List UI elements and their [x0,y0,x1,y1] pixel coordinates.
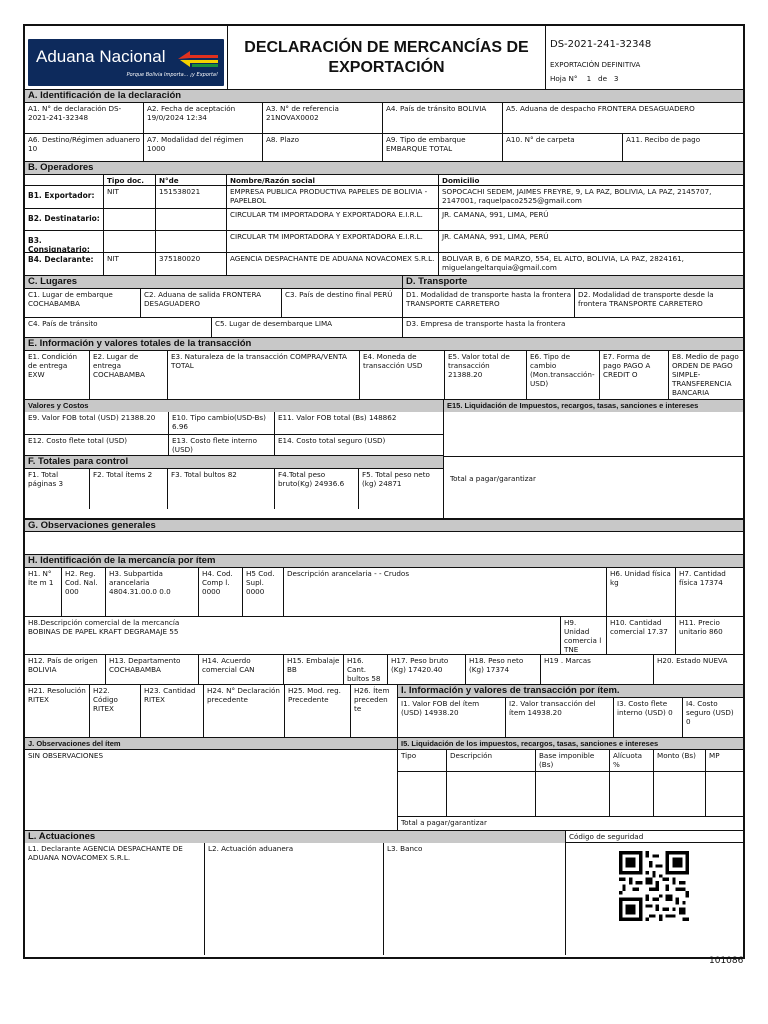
section-e-values-block [25,412,743,519]
operator-tipo: NIT [104,253,156,275]
field-e1: E1. Condición de entrega EXW [25,351,90,399]
section-d-title: D. Transporte [403,276,743,288]
field-i4: I4. Costo seguro (USD) 0 [686,699,734,726]
section-cd-row1 [25,289,743,318]
declaration-form [23,24,745,959]
operator-domicilio: JR. CAMANA, 991, LIMA, PERÚ [442,232,549,241]
field-h25: H25. Mod. reg. Precedente [285,685,351,737]
section-e-row1 [25,351,743,400]
qr-cell [566,843,743,955]
i5-cell [536,772,610,816]
section-cd-titles [25,276,743,289]
operator-row-b2 [25,209,743,231]
e15-area [444,412,743,518]
section-h-row3 [25,655,743,685]
field-h24: H24. N° Declaración precedente [204,685,285,737]
section-c-title: C. Lugares [25,276,403,288]
section-f-row [25,469,443,509]
field-a4: A4. País de tránsito BOLIVIA [383,103,503,133]
operator-nombre: CIRCULAR TM IMPORTADORA Y EXPORTADORA E.I.R.L. [227,231,439,252]
field-a8: A8. Plazo [263,134,383,161]
logo-text: Aduana Nacional [36,47,166,66]
field-h21: H21. Resolución RITEX [25,685,90,737]
field-l3: L3. Banco [384,843,566,955]
field-h9: H9. Unidad comercia l TNE [561,617,607,654]
operator-label: B2. Destinatario: [25,209,104,230]
field-h1: H1. N° Íte m 1 [25,568,62,616]
i5-header-desc: Descripción [447,750,536,771]
aduana-logo [28,39,224,86]
field-e4: E4. Moneda de transacción USD [360,351,445,399]
field-a3: A3. N° de referencia 21NOVAX0002 [263,103,383,133]
section-j-i5 [25,738,743,831]
field-h10: H10. Cantidad comercial 17.37 [607,617,676,654]
field-c1: C1. Lugar de embarque COCHABAMBA [25,289,141,317]
i5-cell [610,772,654,816]
field-a1: A1. N° de declaración DS-2021-241-32348 [25,103,144,133]
field-h16: H16. Cant. bultos 58 [344,655,388,684]
field-c3: C3. País de destino final PERÚ [282,289,403,317]
field-f1: F1. Total páginas 3 [25,469,90,509]
title-cell [228,26,546,89]
field-h19: H19 . Marcas [541,655,654,684]
doc-info-cell [546,26,743,89]
field-e9: E9. Valor FOB total (USD) 21388.20 [25,412,169,434]
logo-tagline: Porque Bolivia Importa... ¡y Exporta! [126,72,218,78]
sheet-of: de [598,74,608,83]
section-l-body [25,843,743,955]
operator-row-b3 [25,231,743,253]
field-f4: F4.Total peso bruto(Kg) 24936.6 [275,469,359,509]
field-h23: H23. Cantidad RITEX [141,685,204,737]
section-h-row1 [25,568,743,617]
field-e8: E8. Medio de pago ORDEN DE PAGO SIMPLE-TRANSFERENCIA BANCARIA [672,352,739,397]
e15-grid-line [444,456,743,457]
field-a9: A9. Tipo de embarque EMBARQUE TOTAL [383,134,503,161]
field-l1: L1. Declarante AGENCIA DESPACHANTE DE ADUANA NOVACOMEX S.R.L. [25,843,205,955]
operator-tipo [104,209,156,230]
field-h5: H5 Cod. Supl. 0000 [243,568,284,616]
field-c2: C2. Aduana de salida FRONTERA DESAGUADERO [141,289,282,317]
operator-domicilio: JR. CAMANA, 991, LIMA, PERÚ [442,210,549,219]
i5-header-base: Base imponible (Bs) [536,750,610,771]
section-e-subtitles [25,400,743,412]
field-l2: L2. Actuación aduanera [205,843,384,955]
field-a2: A2. Fecha de aceptación 19/0/2024 12:34 [144,103,263,133]
field-h7: H7. Cantidad física 17374 [679,569,726,587]
section-g-title: G. Observaciones generales [25,519,743,532]
i5-header-row [398,750,743,772]
i5-cell [706,772,743,816]
field-i1: I1. Valor FOB del ítem (USD) 14938.20 [398,698,506,737]
operator-label: B1. Exportador: [25,186,104,208]
section-l-title: L. Actuaciones [25,831,566,843]
section-f-title: F. Totales para control [25,456,443,469]
sheet-num: 1 [586,74,592,83]
operator-label: B3. Consignatario: [25,231,104,252]
i5-header-monto: Monto (Bs) [654,750,706,771]
form-header [25,26,743,90]
operators-header-nombre: Nombre/Razón social [227,175,439,185]
field-d3: D3. Empresa de transporte hasta la frontera [406,319,566,328]
operator-num: 375180020 [156,253,227,275]
field-e13: E13. Costo flete interno (USD) [169,435,275,455]
field-h26: H26. Ítem preceden te [351,685,398,737]
field-c5: C5. Lugar de desembarque LIMA [212,318,403,337]
field-h8: H8.Descripción comercial de la mercancía BOBINAS DE PAPEL KRAFT DEGRAMAJE 55 [25,617,561,654]
observations-general [25,532,743,554]
doc-number: DS-2021-241-32348 [550,39,652,50]
values-row1 [25,412,443,435]
field-a10: A10. N° de carpeta [503,134,623,161]
section-a-row1 [25,103,743,134]
field-e11: E11. Valor FOB total (Bs) 148862 [278,413,397,422]
field-h6: H6. Unidad física kg [607,568,676,616]
field-h3: H3. Subpartida arancelaria 4804.31.00.0 0.0 [106,568,199,616]
section-b-title: B. Operadores [25,162,743,175]
operators-header-blank [25,175,104,185]
section-j-title: J. Observaciones del ítem [25,738,397,750]
section-hi-block [25,685,743,738]
i5-header-alicuota: Alícuota % [610,750,654,771]
section-i-title: I. Información y valores de transacción por ítem. [398,685,743,698]
section-h-title: H. Identificación de la mercancía por ítem [25,555,743,568]
field-h20: H20. Estado NUEVA [657,656,728,665]
f-total-pagar: Total a pagar/garantizar [450,474,536,483]
i5-total-pagar: Total a pagar/garantizar [401,818,487,827]
operator-nombre: AGENCIA DESPACHANTE DE ADUANA NOVACOMEX S.R.L. [227,253,439,275]
section-a-row2 [25,134,743,162]
section-i5-block [398,738,743,830]
field-h2: H2. Reg. Cod. Nal. 000 [62,568,106,616]
field-e7: E7. Forma de pago PAGO A CREDIT O [600,351,669,399]
form-title: DECLARACIÓN DE MERCANCÍAS DE EXPORTACIÓN [244,38,529,76]
field-i3: I3. Costo flete interno (USD) 0 [614,698,683,737]
footer-code: 101086 [709,956,744,966]
operator-tipo [104,231,156,252]
field-h17: H17. Peso bruto (Kg) 17420.40 [388,655,466,684]
operators-header-num: N°de [156,175,227,185]
doc-type: EXPORTACIÓN DEFINITIVA [550,61,641,69]
section-a-title: A. Identificación de la declaración [25,90,743,103]
operator-label: B4. Declarante: [25,253,104,275]
sheet-total: 3 [613,74,619,83]
operator-domicilio: SOPOCACHI SEDEM, JAIMES FREYRE, 9, LA PAZ, BOLIVIA, LA PAZ, 2145707, 2147001, raquelpaco2525@gmail.com [442,187,712,205]
flag-arrow-icon [178,49,220,69]
security-label: Código de seguridad [569,832,644,841]
field-f2: F2. Total ítems 2 [90,469,168,509]
section-g-body [25,532,743,555]
field-h13: H13. Departamento COCHABAMBA [106,655,199,684]
field-h11: H11. Precio unitario 860 [679,618,723,636]
field-h18: H18. Peso neto (Kg) 17374 [466,655,541,684]
values-row2 [25,435,443,456]
logo-cell [25,26,228,89]
section-h-row2 [25,617,743,655]
operator-nombre: CIRCULAR TM IMPORTADORA Y EXPORTADORA E.I.R.L. [227,209,439,230]
field-e12: E12. Costo flete total (USD) [25,435,169,455]
field-e14: E14. Costo total seguro (USD) [278,436,386,445]
field-e6: E6. Tipo de cambio (Mon.transacción- USD) [527,351,600,399]
field-desc-aran: Descripción arancelaria - - Crudos [284,568,607,616]
values-costs-title: Valores y Costos [25,400,444,412]
field-h4: H4. Cod. Comp l. 0000 [199,568,243,616]
i5-cell [447,772,536,816]
i5-cell [398,772,447,816]
e15-title: E15. Liquidación de Impuestos, recargos, tasas, sanciones e intereses [444,400,743,412]
field-e2: E2. Lugar de entrega COCHABAMBA [90,351,168,399]
section-j-block [25,738,398,830]
field-e5: E5. Valor total de transacción 21388.20 [445,351,527,399]
operators-header-domicilio: Domicilio [442,176,480,185]
field-h22: H22. Código RITEX [90,685,141,737]
section-i-block [398,685,743,737]
field-i2: I2. Valor transacción del ítem 14938.20 [506,698,614,737]
i5-cell [654,772,706,816]
section-i-row [398,698,743,737]
field-a7: A7. Modalidad del régimen 1000 [144,134,263,161]
operator-tipo: NIT [104,186,156,208]
field-a5: A5. Aduana de despacho FRONTERA DESAGUADERO [506,104,695,113]
j-observations: SIN OBSERVACIONES [28,751,104,760]
field-h15: H15. Embalaje BB [284,655,344,684]
operator-nombre: EMPRESA PUBLICA PRODUCTIVA PAPELES DE BOLIVIA - PAPELBOL [227,186,439,208]
operator-row-b1 [25,186,743,209]
field-f5: F5. Total peso neto (kg) 24871 [362,470,430,488]
field-d2: D2. Modalidad de transporte desde la frontera TRANSPORTE CARRETERO [578,290,714,308]
sheet-label: Hoja N° [550,74,578,83]
operator-domicilio: BOLIVAR B, 6 DE MARZO, 554, EL ALTO, BOLIVIA, LA PAZ, 2824161, miguelangeltarquia@gmail.com [442,254,684,272]
operator-num: 151538021 [156,186,227,208]
section-cd-row2 [25,318,743,338]
field-d1: D1. Modalidad de transporte hasta la frontera TRANSPORTE CARRETERO [403,289,575,317]
field-a6: A6. Destino/Régimen aduanero 10 [25,134,144,161]
field-f3: F3. Total bultos 82 [168,469,275,509]
section-l-title-row [25,831,743,843]
operator-num [156,209,227,230]
i5-body-row [398,772,743,817]
section-i5-title: I5. Liquidación de los impuestos, recargos, tasas, sanciones e intereses [398,738,743,750]
field-e3: E3. Naturaleza de la transacción COMPRA/VENTA TOTAL [168,351,360,399]
operator-num [156,231,227,252]
qr-code-icon [619,851,689,921]
operators-header-tipo: Tipo doc. [104,175,156,185]
i5-header-mp: MP [709,751,720,760]
i5-header-tipo: Tipo [398,750,447,771]
values-left [25,412,444,518]
field-h14: H14. Acuerdo comercial CAN [199,655,284,684]
field-h12: H12. País de origen BOLIVIA [25,655,106,684]
sheet-info [550,74,618,83]
section-e-title: E. Información y valores totales de la transacción [25,338,743,351]
field-a11: A11. Recibo de pago [626,135,701,144]
field-c4: C4. País de tránsito [25,318,212,337]
operators-header-row [25,175,743,186]
field-e10: E10. Tipo cambio(USD-Bs) 6.96 [169,412,275,434]
operator-row-b4 [25,253,743,276]
